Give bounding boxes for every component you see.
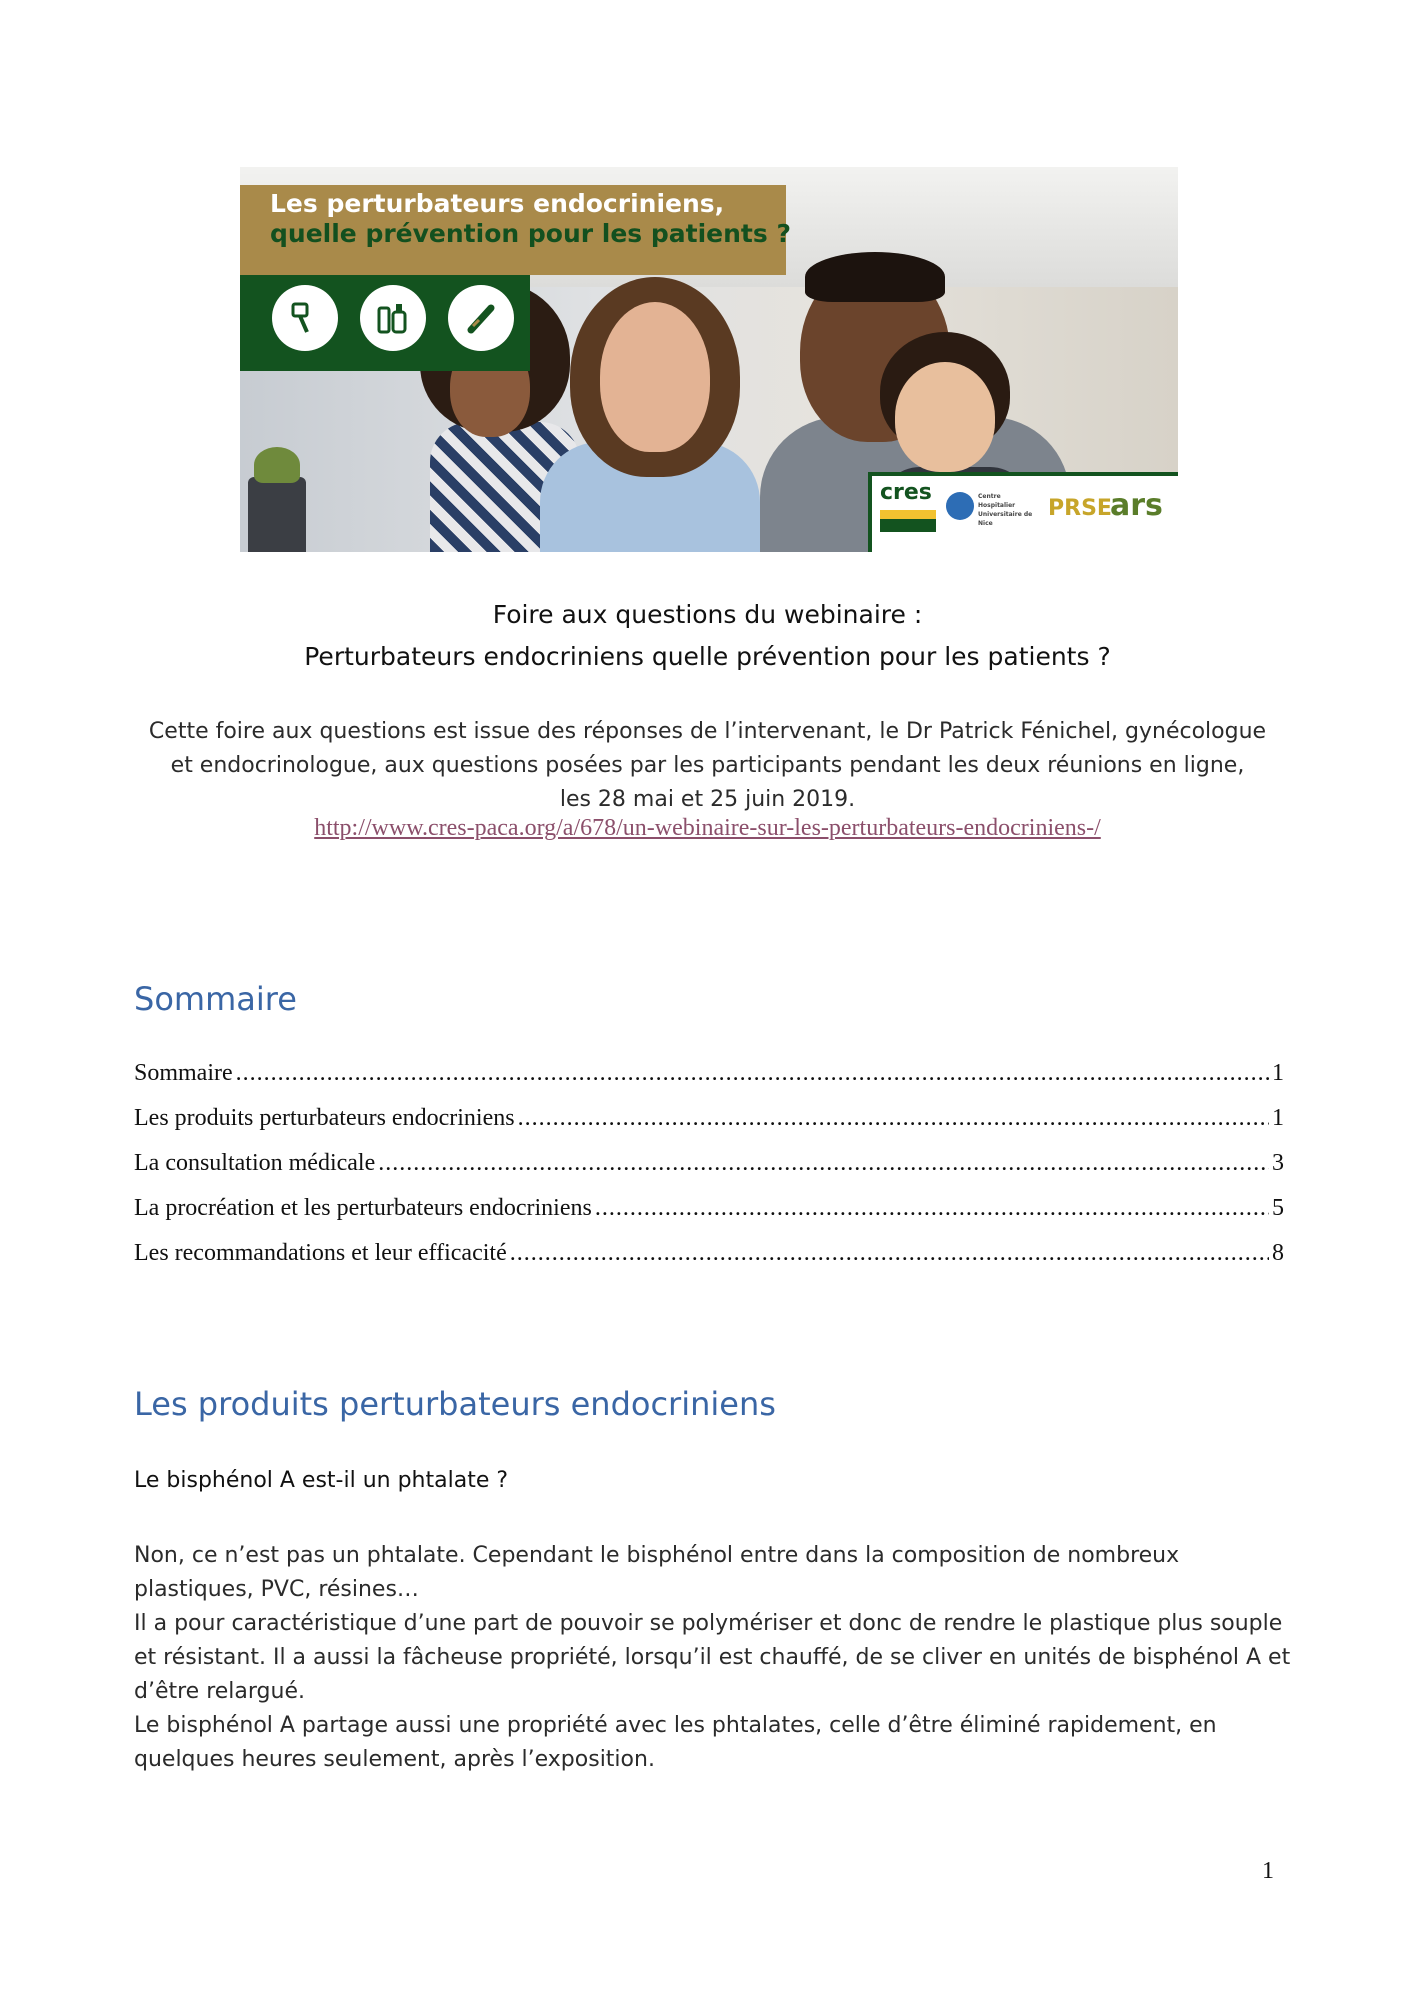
- intro-line2: et endocrinologue, aux questions posées par les participants pendant les deux réunions en ligne,: [170, 753, 1245, 778]
- paintbrush-icon: [272, 285, 338, 351]
- toc-leader: [510, 1240, 1269, 1267]
- mother-face: [600, 302, 710, 452]
- thermometer-icon: [448, 285, 514, 351]
- logo-cres-mark: [880, 510, 936, 532]
- toc-entry[interactable]: [134, 1105, 1284, 1150]
- banner-title-line1: Les perturbateurs endocriniens,: [270, 189, 725, 218]
- webinar-link[interactable]: http://www.cres-paca.org/a/678/un-webinaire-sur-les-perturbateurs-endocriniens-/: [314, 815, 1101, 841]
- toc-entry-page: 8: [1272, 1240, 1284, 1266]
- table-of-contents: [134, 1060, 1284, 1285]
- toc-entry-label: Sommaire: [134, 1060, 233, 1086]
- logo-chu: Centre Hospitalier Universitaire de Nice: [978, 493, 1033, 527]
- partner-logos: [868, 472, 1178, 552]
- toc-entry[interactable]: [134, 1240, 1284, 1285]
- toc-entry-label: La procréation et les perturbateurs endocriniens: [134, 1195, 592, 1221]
- sommaire-heading: Sommaire: [134, 980, 297, 1018]
- boy-face: [895, 362, 995, 472]
- answer-paragraph: Il a pour caractéristique d’une part de pouvoir se polymériser et donc de rendre le plastique plus souple et résistant. Il a aussi la fâcheuse propriété, lorsqu’il est chauffé, de se cliver en unités de bisphénol A et d’être relargué.: [134, 1611, 1291, 1704]
- banner-title-line2: quelle prévention pour les patients ?: [270, 219, 791, 248]
- logo-prse: PRSE: [1048, 496, 1112, 521]
- intro-line3: les 28 mai et 25 juin 2019.: [559, 787, 856, 812]
- toc-entry-label: Les recommandations et leur efficacité: [134, 1240, 507, 1266]
- section-heading: Les produits perturbateurs endocriniens: [134, 1385, 776, 1423]
- plant-pot: [248, 477, 306, 552]
- toc-leader: [595, 1195, 1269, 1222]
- toc-entry-label: Les produits perturbateurs endocriniens: [134, 1105, 515, 1131]
- toc-leader: [518, 1105, 1269, 1132]
- toc-leader: [236, 1060, 1269, 1087]
- cosmetics-icon: [360, 285, 426, 351]
- toc-entry[interactable]: [134, 1150, 1284, 1195]
- answer-paragraph: Le bisphénol A partage aussi une propriété avec les phtalates, celle d’être éliminé rapidement, en quelques heures seulement, après l’exposition.: [134, 1713, 1217, 1772]
- toc-entry-label: La consultation médicale: [134, 1150, 376, 1176]
- answer-paragraph: Non, ce n’est pas un phtalate. Cependant le bisphénol entre dans la composition de nombreux plastiques, PVC, résines…: [134, 1543, 1180, 1602]
- toc-entry-page: 3: [1272, 1150, 1284, 1176]
- logo-cres: cres: [880, 480, 932, 505]
- faq-question: Le bisphénol A est-il un phtalate ?: [134, 1468, 509, 1493]
- document-title-line2: Perturbateurs endocriniens quelle prévention pour les patients ?: [304, 642, 1111, 671]
- toc-entry-page: 1: [1272, 1060, 1284, 1086]
- logo-ars: ars: [1110, 488, 1163, 523]
- document-title-line1: Foire aux questions du webinaire :: [492, 600, 923, 629]
- faq-answer: [134, 1539, 1294, 1777]
- toc-entry-page: 5: [1272, 1195, 1284, 1221]
- banner-image: [240, 167, 1178, 552]
- toc-entry-page: 1: [1272, 1105, 1284, 1131]
- plant-leaves: [254, 447, 300, 483]
- logo-chu-mark: [946, 492, 974, 520]
- toc-entry[interactable]: [134, 1060, 1284, 1105]
- toc-entry[interactable]: [134, 1195, 1284, 1240]
- intro-line1: Cette foire aux questions est issue des réponses de l’intervenant, le Dr Patrick Fénichel, gynécologue: [148, 719, 1267, 744]
- father-hair: [805, 252, 945, 302]
- page-number: 1: [1262, 1858, 1274, 1884]
- toc-leader: [378, 1150, 1269, 1177]
